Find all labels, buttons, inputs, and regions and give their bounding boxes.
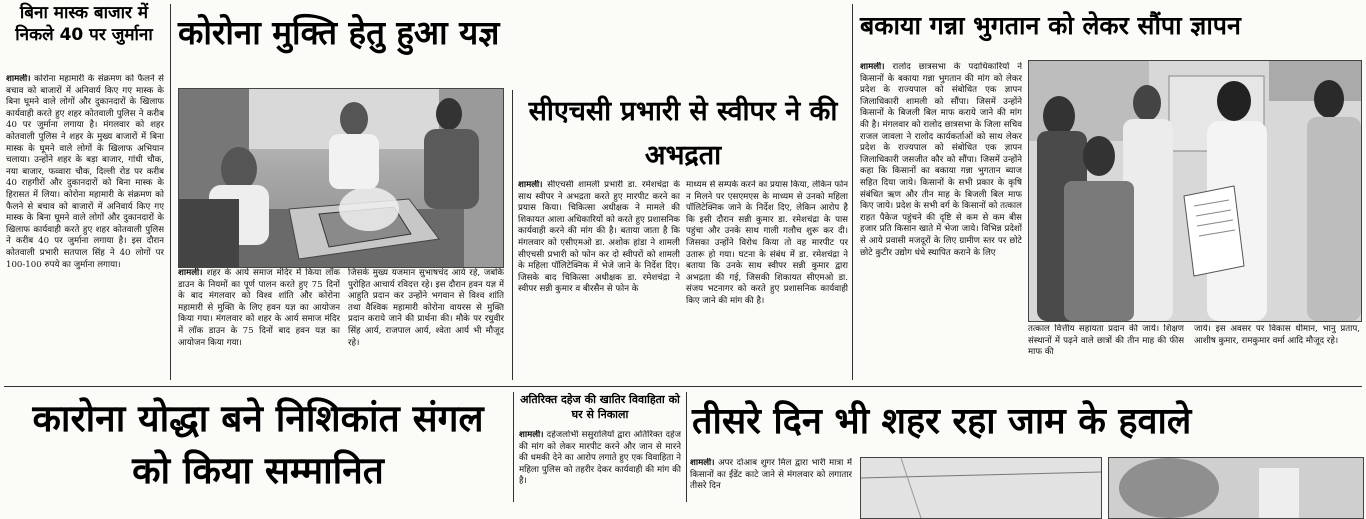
story-corona-warrior-headline: कारोना योद्धा बने निशिकांत संगल को किया सम्मानित xyxy=(32,397,484,492)
story-sugarcane-col2: तत्काल वित्तीय सहायता प्रदान की जाये। शिक्षण संस्थानों में पढ़ने वाले छात्रों की तीन माह की फीस माफ की xyxy=(1028,324,1184,358)
story-dowry xyxy=(515,390,685,502)
dateline: शामली। xyxy=(6,74,31,84)
story-yagya-col1 xyxy=(178,268,340,380)
story-dowry-headline: अतिरिक्त दहेज की खातिर विवाहिता को घर से निकाला xyxy=(520,393,680,421)
dateline: शामली। xyxy=(518,180,543,190)
story-chc xyxy=(514,80,852,380)
sugarcane-photo xyxy=(1028,60,1362,322)
article-text: अपर दोआब शुगर मिल द्वारा भारी मात्रा में किसानों का ईंडेंट काटे जाने से मंगलवार को लगातार तीसरे दिन xyxy=(690,458,852,492)
article-text: दहेजलोभी ससुरालियों द्वारा अतिरिक्त दहेज की मांग को लेकर मारपीट करने और जान से मारने की धमकी देने का आरोप लगाते हुए एक विवाहिता ने महिला पुलिस को तहरीर देकर कार्यवाही की मांग की है। xyxy=(519,430,681,487)
story-mask-fine-headline: बिना मास्क बाजार में निकले 40 पर जुर्माना xyxy=(15,3,153,45)
dateline: शामली। xyxy=(178,268,203,278)
story-sugarcane-col1 xyxy=(860,62,1022,378)
story-sugarcane-col3: जाये। इस अवसर पर विकास धीमान, भानु प्रताप, आशीष कुमार, रामकुमार वर्मा आदि मौजूद रहे। xyxy=(1194,324,1360,346)
article-text: शहर के आर्य समाज मंदिर में किया लॉक डाउन के नियमों का पूर्ण पालन करते हुए 75 दिनों के बाद मंगलवार को विश्व शांति और कोरोना महामारी से मुक्ति के लिए हवन यज्ञ का आयोजन किया गया। मंगलवार को शहर के आर्य समाज मंदिर में लॉक डाउन के 75 दिनों बाद हवन यज्ञ का आयोजन किया गया। xyxy=(178,268,340,348)
story-traffic-body xyxy=(690,458,852,502)
story-sugarcane xyxy=(854,0,1366,385)
traffic-photo-left-illustration xyxy=(861,458,1101,518)
article-text: कोरोना महामारी के संक्रमण को फैलने से बचाव को बाजारों में अनिवार्य किए गए मास्क के बिना घूमने वाले लोगों और दुकानदारों के खिलाफ कार्यवाही करते हुए शहर कोतवाली पुलिस ने करीब 40 पर जुर्माना लगाया है। मंगलवार को शहर कोतवाली पुलिस ने शहर के मुख्य बाजारों में बिना मास्क के घूमने वाले लोगों के खिलाफ अभियान चलाया। उन्होंने शहर के बड़ा बाजार, गांधी चौक, नया बाजार, फव्वारा चौक, दिल्ली रोड पर करीब 40 राहगीरों और दुकानदारों को बिना मास्क के हिरासत में लिया। कोरोना महामारी के संक्रमण को फैलने से बचाव को बाजारों में अनिवार्य किए गए मास्क के बिना घूमने वाले लोगों और दुकानदारों के खिलाफ कार्यवाही करते हुए शहर कोतवाली पुलिस ने करीब 40 पर जुर्माना लगाया है। इस दौरान कोतवाली प्रभारी सतपाल सिंह ने 40 लोगों पर 100-100 रुपये का जुर्माना लगाया। xyxy=(6,74,164,270)
traffic-photo-right xyxy=(1108,457,1364,519)
traffic-photo-left xyxy=(860,457,1102,519)
yagya-photo-illustration xyxy=(179,89,503,267)
story-chc-col2: माध्यम से सम्पर्क करने का प्रयास किया, लेकिन फोन न मिलने पर एसएमएस के माध्यम से उनको महिला पॉलिटेक्निक जाने के निर्देश दिए, लेकिन आरोप है कि इसी दौरान सन्नी कुमार डा. रमेशचंद्रा के पास पहुंचा और उनके साथ गाली गलौच शुरू कर दी। जिसका उन्होंने विरोध किया तो वह मारपीट पर उतारू हो गया। घटना के संबंध में डा. रमेशचंद्रा ने बताया कि उनके साथ स्वीपर सन्नी कुमार द्वारा अभद्रता की गई, जिसकी शिकायत सीएमओ डा. संजय भटनागर को करते हुए प्रशासनिक कार्यवाही किए जाने की मांग की है। xyxy=(686,180,848,306)
dateline: शामली। xyxy=(690,458,715,468)
story-chc-headline: सीएचसी प्रभारी से स्वीपर ने की अभद्रता xyxy=(528,96,838,171)
sugarcane-photo-illustration xyxy=(1029,61,1361,321)
story-mask-fine xyxy=(0,0,168,385)
article-text: सीएचसी शामली प्रभारी डा. रमेशचंद्रा के साथ स्वीपर ने अभद्रता करते हुए मारपीट करने का प्रयास किया। चिकित्सा अधीक्षक ने मामले की शिकायत आला अधिकारियों को करते हुए प्रशासनिक कार्यवाही करने की मांग की है। बताया जाता है कि मंगलवार को एसीएमओ डा. अशोक हांडा ने शामली सीएचसी प्रभारी को फोन कर दो स्वीपरों को शामली के महिला पॉलिटेक्निक में भेजे जाने के निर्देश दिए। जिसके बाद चिकित्सा अधीक्षक डा. रमेशचंद्रा ने स्वीपर सन्नी कुमार व बीरसैन से फोन के xyxy=(518,180,680,295)
story-dowry-body xyxy=(519,430,681,500)
dateline: शामली। xyxy=(860,62,885,72)
story-mask-fine-body xyxy=(6,74,164,379)
article-text: रालोद छात्रसभा के पदाधिकारियों ने किसानों के बकाया गन्ना भुगतान की मांग को लेकर प्रदेश के राज्यपाल को संबोधित एक ज्ञापन जिलाधिकारी शामली को सौंपा। जिसमें उन्होंने किसानों के बिजली बिल माफ कराये जाने की मांग की है। मंगलवार को रालोद छात्रसभा के जिला सचिव राजल जावला ने रालोद कार्यकर्ताओं को साथ लेकर प्रदेश के राज्यपाल को संबोधित एक ज्ञापन जिलाधिकारी जसजीत कौर को सौंपा। जिसमें उन्होंने कहा कि किसानों का बकाया गन्ना भुगतान ब्याज सहित दिया जाये। किसानों के सभी प्रकार के कृषि संबंधित ऋण और तीन माह के बिजली बिल माफ किए जाये। प्रदेश के सभी वर्ग के किसानों को तत्काल राहत पैकेज पहुंचने की दृष्टि से कम से कम बीस हजार प्रति किसान खाते में भेजा जाये। विभिन्न प्रदेशों से आये प्रवासी मजदूरों के लिए ग्रामीण स्तर पर छोटे छोटे कुटीर उद्योग धंधे स्थापित कराने के लिए xyxy=(860,62,1022,258)
story-yagya-col2: जिसके मुख्य यजमान सुभाषचंद आर्य रहे, जबकि पुरोहित आचार्य रविदत्त रहे। इस दौरान हवन यज्ञ में आहुति प्रदान कर उन्होंने भगवान से विश्व शांति तथा वैश्विक महामारी कोरोना वायरस से मुक्ति प्रदान कराये जाने की प्रार्थना की। मौके पर रघुवीर सिंह आर्य, राजपाल आर्य, श्वेता आर्य भी मौजूद रहे। xyxy=(348,268,504,348)
traffic-photo-right-illustration xyxy=(1109,458,1363,518)
story-chc-col1 xyxy=(518,180,680,378)
story-sugarcane-headline: बकाया गन्ना भुगतान को लेकर सौंपा ज्ञापन xyxy=(860,11,1241,40)
row-divider xyxy=(4,386,1362,387)
story-traffic-headline: तीसरे दिन भी शहर रहा जाम के हवाले xyxy=(692,401,1192,442)
dateline: शामली। xyxy=(519,430,544,440)
story-yagya-headline: कोरोना मुक्ति हेतु हुआ यज्ञ xyxy=(178,13,500,52)
yagya-photo xyxy=(178,88,504,268)
story-yagya xyxy=(172,0,510,385)
